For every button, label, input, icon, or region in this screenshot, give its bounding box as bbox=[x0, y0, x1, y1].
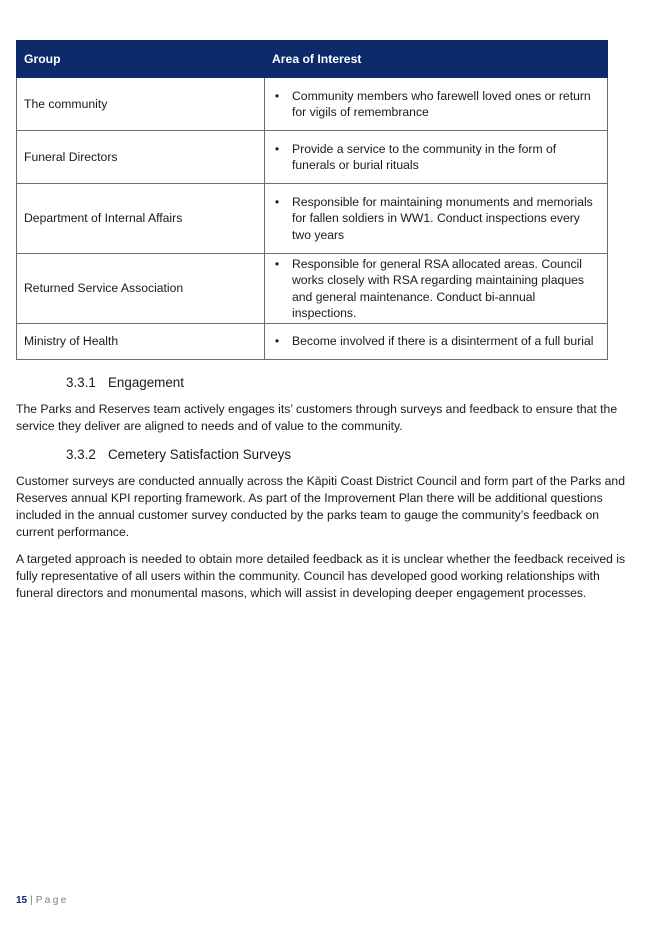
group-cell: The community bbox=[17, 78, 265, 131]
area-text: Community members who farewell loved ones or return for vigils of remembrance bbox=[292, 88, 591, 119]
list-item bbox=[272, 333, 600, 350]
area-cell bbox=[265, 131, 608, 184]
area-cell bbox=[265, 184, 608, 254]
table-row bbox=[17, 254, 608, 324]
bullet-icon: • bbox=[274, 88, 280, 103]
stakeholder-table bbox=[16, 40, 608, 360]
area-list bbox=[272, 194, 600, 244]
table-row bbox=[17, 131, 608, 184]
table-row bbox=[17, 324, 608, 360]
area-cell bbox=[265, 324, 608, 360]
header-group: Group bbox=[17, 41, 265, 78]
area-cell bbox=[265, 254, 608, 324]
area-list bbox=[272, 88, 600, 121]
list-item bbox=[272, 256, 600, 322]
area-text: Become involved if there is a disinterment of a full burial bbox=[292, 334, 594, 349]
group-cell: Returned Service Association bbox=[17, 254, 265, 324]
list-item bbox=[272, 194, 600, 244]
surveys-paragraph-2: A targeted approach is needed to obtain more detailed feedback as it is unclear whether the feedback received is fully representative of all users within the community. Council has developed good working relationships with funeral directors and monumental masons, which will assist in developing deeper engagement processes. bbox=[16, 552, 626, 600]
heading-engagement bbox=[66, 375, 184, 390]
area-cell bbox=[265, 78, 608, 131]
bullet-icon: • bbox=[274, 194, 280, 209]
area-text: Provide a service to the community in the form of funerals or burial rituals bbox=[292, 141, 557, 172]
area-list bbox=[272, 256, 600, 322]
bullet-icon: • bbox=[274, 256, 280, 271]
footer-separator: | bbox=[30, 895, 33, 906]
area-text: Responsible for maintaining monuments and memorials for fallen soldiers in WW1. Conduct inspections every two years bbox=[292, 194, 593, 242]
engagement-paragraph: The Parks and Reserves team actively engages its’ customers through surveys and feedback to ensure that the service they deliver are aligned to needs and of value to the community. bbox=[16, 402, 618, 433]
group-cell: Funeral Directors bbox=[17, 131, 265, 184]
page-label: Page bbox=[35, 895, 69, 906]
list-item bbox=[272, 141, 600, 174]
table-row bbox=[17, 78, 608, 131]
group-cell: Ministry of Health bbox=[17, 324, 265, 360]
table-header-row bbox=[17, 41, 608, 78]
area-text: Responsible for general RSA allocated areas. Council works closely with RSA regarding maintaining plaques and general maintenance. Conduct bi-annual inspections. bbox=[292, 256, 584, 320]
page-footer bbox=[16, 895, 69, 906]
heading-cemetery-surveys bbox=[66, 447, 291, 462]
table-row bbox=[17, 184, 608, 254]
list-item bbox=[272, 88, 600, 121]
section-number: 3.3.2 bbox=[66, 447, 96, 462]
header-area-of-interest: Area of Interest bbox=[265, 41, 608, 78]
surveys-paragraph-1: Customer surveys are conducted annually across the Kāpiti Coast District Council and form part of the Parks and Reserves annual KPI reporting framework. As part of the Improvement Plan there will be additional questions included in the annual customer survey conducted by the parks team to gauge the community’s feedback on current performance. bbox=[16, 474, 625, 539]
area-list bbox=[272, 333, 600, 350]
bullet-icon: • bbox=[274, 141, 280, 156]
bullet-icon: • bbox=[274, 334, 280, 349]
group-cell: Department of Internal Affairs bbox=[17, 184, 265, 254]
section-title: Engagement bbox=[108, 375, 184, 390]
page-number: 15 bbox=[16, 895, 28, 906]
area-list bbox=[272, 141, 600, 174]
section-number: 3.3.1 bbox=[66, 375, 96, 390]
section-title: Cemetery Satisfaction Surveys bbox=[108, 447, 292, 462]
